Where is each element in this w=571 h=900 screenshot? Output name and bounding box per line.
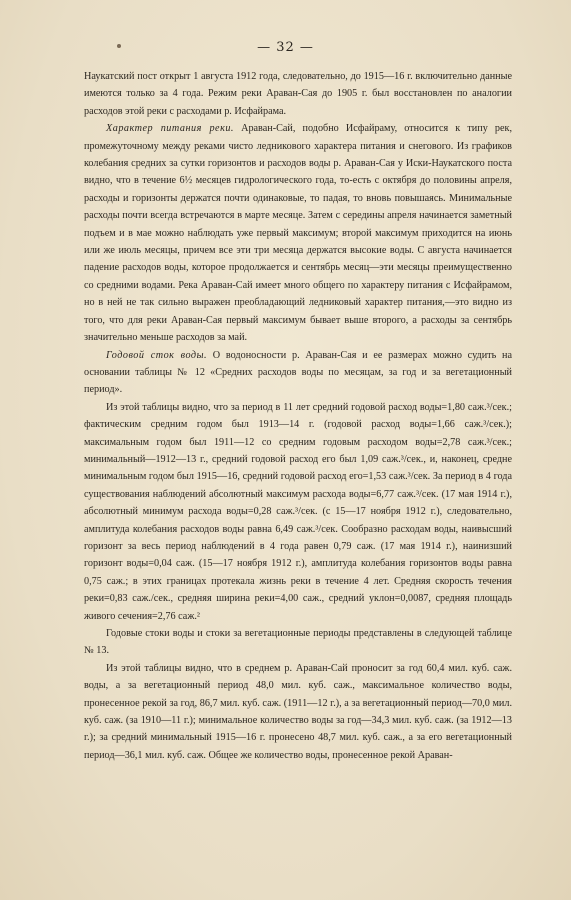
paragraph (84, 399, 512, 625)
paragraph-text: Из этой таблицы видно, что в среднем р. Араван-Сай проносит за год 60,4 мил. куб. саж. воды, а за вегетационный период 48,0 мил. куб. саж., максимальное количество воды, пронесенное рекой за год, 86,7 мил. куб. саж. (1911—12 г.), а за вегетационный период—70,0 мил. куб. саж. (за 1910—11 г.); минимальное количество воды за год—34,3 мил. куб. саж. (за 1912—13 г.); за средний минимальный 1915—16 г. пронесено 48,7 мил. куб. саж., а за его вегетационный период—36,1 мил. куб. саж. Общее же количество воды, пронесенное рекой Араван- (84, 662, 512, 761)
section-heading: Характер питания реки. (106, 123, 234, 135)
paragraph (84, 625, 512, 660)
paragraph-text: О водоносности р. Араван-Сая и ее размерах можно судить на основании таблицы № 12 «Средних расходов воды по месяцам, за год и за вегетационный период». (84, 349, 512, 396)
paragraph-text: Из этой таблицы видно, что за период в 11 лет средний годовой расход воды=1,80 саж.³/сек.; фактическим средним годом был 1913—14 г. (годовой расход воды=1,66 саж.³/сек.); максимальным годом был 1911—12 со средним годовым расходом воды=2,78 саж.³/сек.; минимальный—1912—13 г., средний годовой расход его был 1,09 саж.³/сек., и, наконец, средне минимальным годом был 1915—16, средний годовой расход его=1,53 саж.³/сек. За период в 4 года существования наблюдений абсолютный максимум расхода воды=6,77 саж.³/сек. (17 мая 1914 г.), абсолютный минимум расхода воды=0,28 саж.³/сек. (с 15—17 ноября 1912 г.), следовательно, амплитуда колебания расходов воды равна 6,49 саж.³/сек. Сообразно расходам воды, наивысший горизонт за весь период наблюдений в 4 года равен 0,79 саж. (17 мая 1914 г.), наинизший горизонт воды=0,04 саж. (15—17 ноября 1912 г.), амплитуда колебания горизонтов воды равна 0,75 саж.; в этих границах протекала жизнь реки в течение 4 лет. Средняя скорость течения реки=0,83 саж./сек., средняя ширина реки=4,00 саж., средний уклон=0,0087, средняя площадь живого сечения=2,76 саж.² (84, 401, 512, 622)
paragraph (84, 120, 512, 346)
paragraph-text: Годовые стоки воды и стоки за вегетационные периоды представлены в следующей таблице № 13. (84, 628, 512, 657)
page-number: — 32 — (257, 40, 314, 55)
body-text (84, 68, 512, 764)
section-heading: Годовой сток воды. (106, 349, 208, 361)
paragraph (84, 68, 512, 120)
paragraph-text: Наукатский пост открыт 1 августа 1912 года, следовательно, до 1915—16 г. включительно данные имеются только за 4 года. Режим реки Араван-Сая до 1905 г. был восстановлен по аналогии расходов этой реки с расходами р. Исфайрама. (84, 71, 512, 117)
paragraph (84, 660, 512, 764)
paragraph (84, 347, 512, 399)
paragraph-text: Араван-Сай, подобно Исфайраму, относится к типу рек, промежуточному между реками чисто ледникового характера питания и снегового. Из графиков колебания средних за сутки горизонтов и расходов воды р. Араван-Сая у Иски-Наукатского поста видно, что в течение 6½ месяцев гидрологического года, то-есть с октября до половины апреля, расходы и горизонты держатся почти одинаковые, то падая, то вновь повышаясь. Минимальные расходы почти всегда встречаются в марте месяце. Затем с середины апреля начинается заметный подъем и в мае можно наблюдать уже первый максимум; второй максимум приходится на июнь или же июль месяцы, причем все эти три месяца держатся высокие воды. С августа начинается падение расходов воды, которое продолжается и сентябрь месяц—эти месяцы преимущественно со средними водами. Река Араван-Сай имеет много общего по характеру питания с Исфайрамом, но в ней не так сильно выражен преобладающий ледниковый характер питания,—это видно из того, что для реки Араван-Сая первый максимум бывает выше второго, а расходы за сентябрь значительно меньше расходов за май. (84, 123, 513, 344)
